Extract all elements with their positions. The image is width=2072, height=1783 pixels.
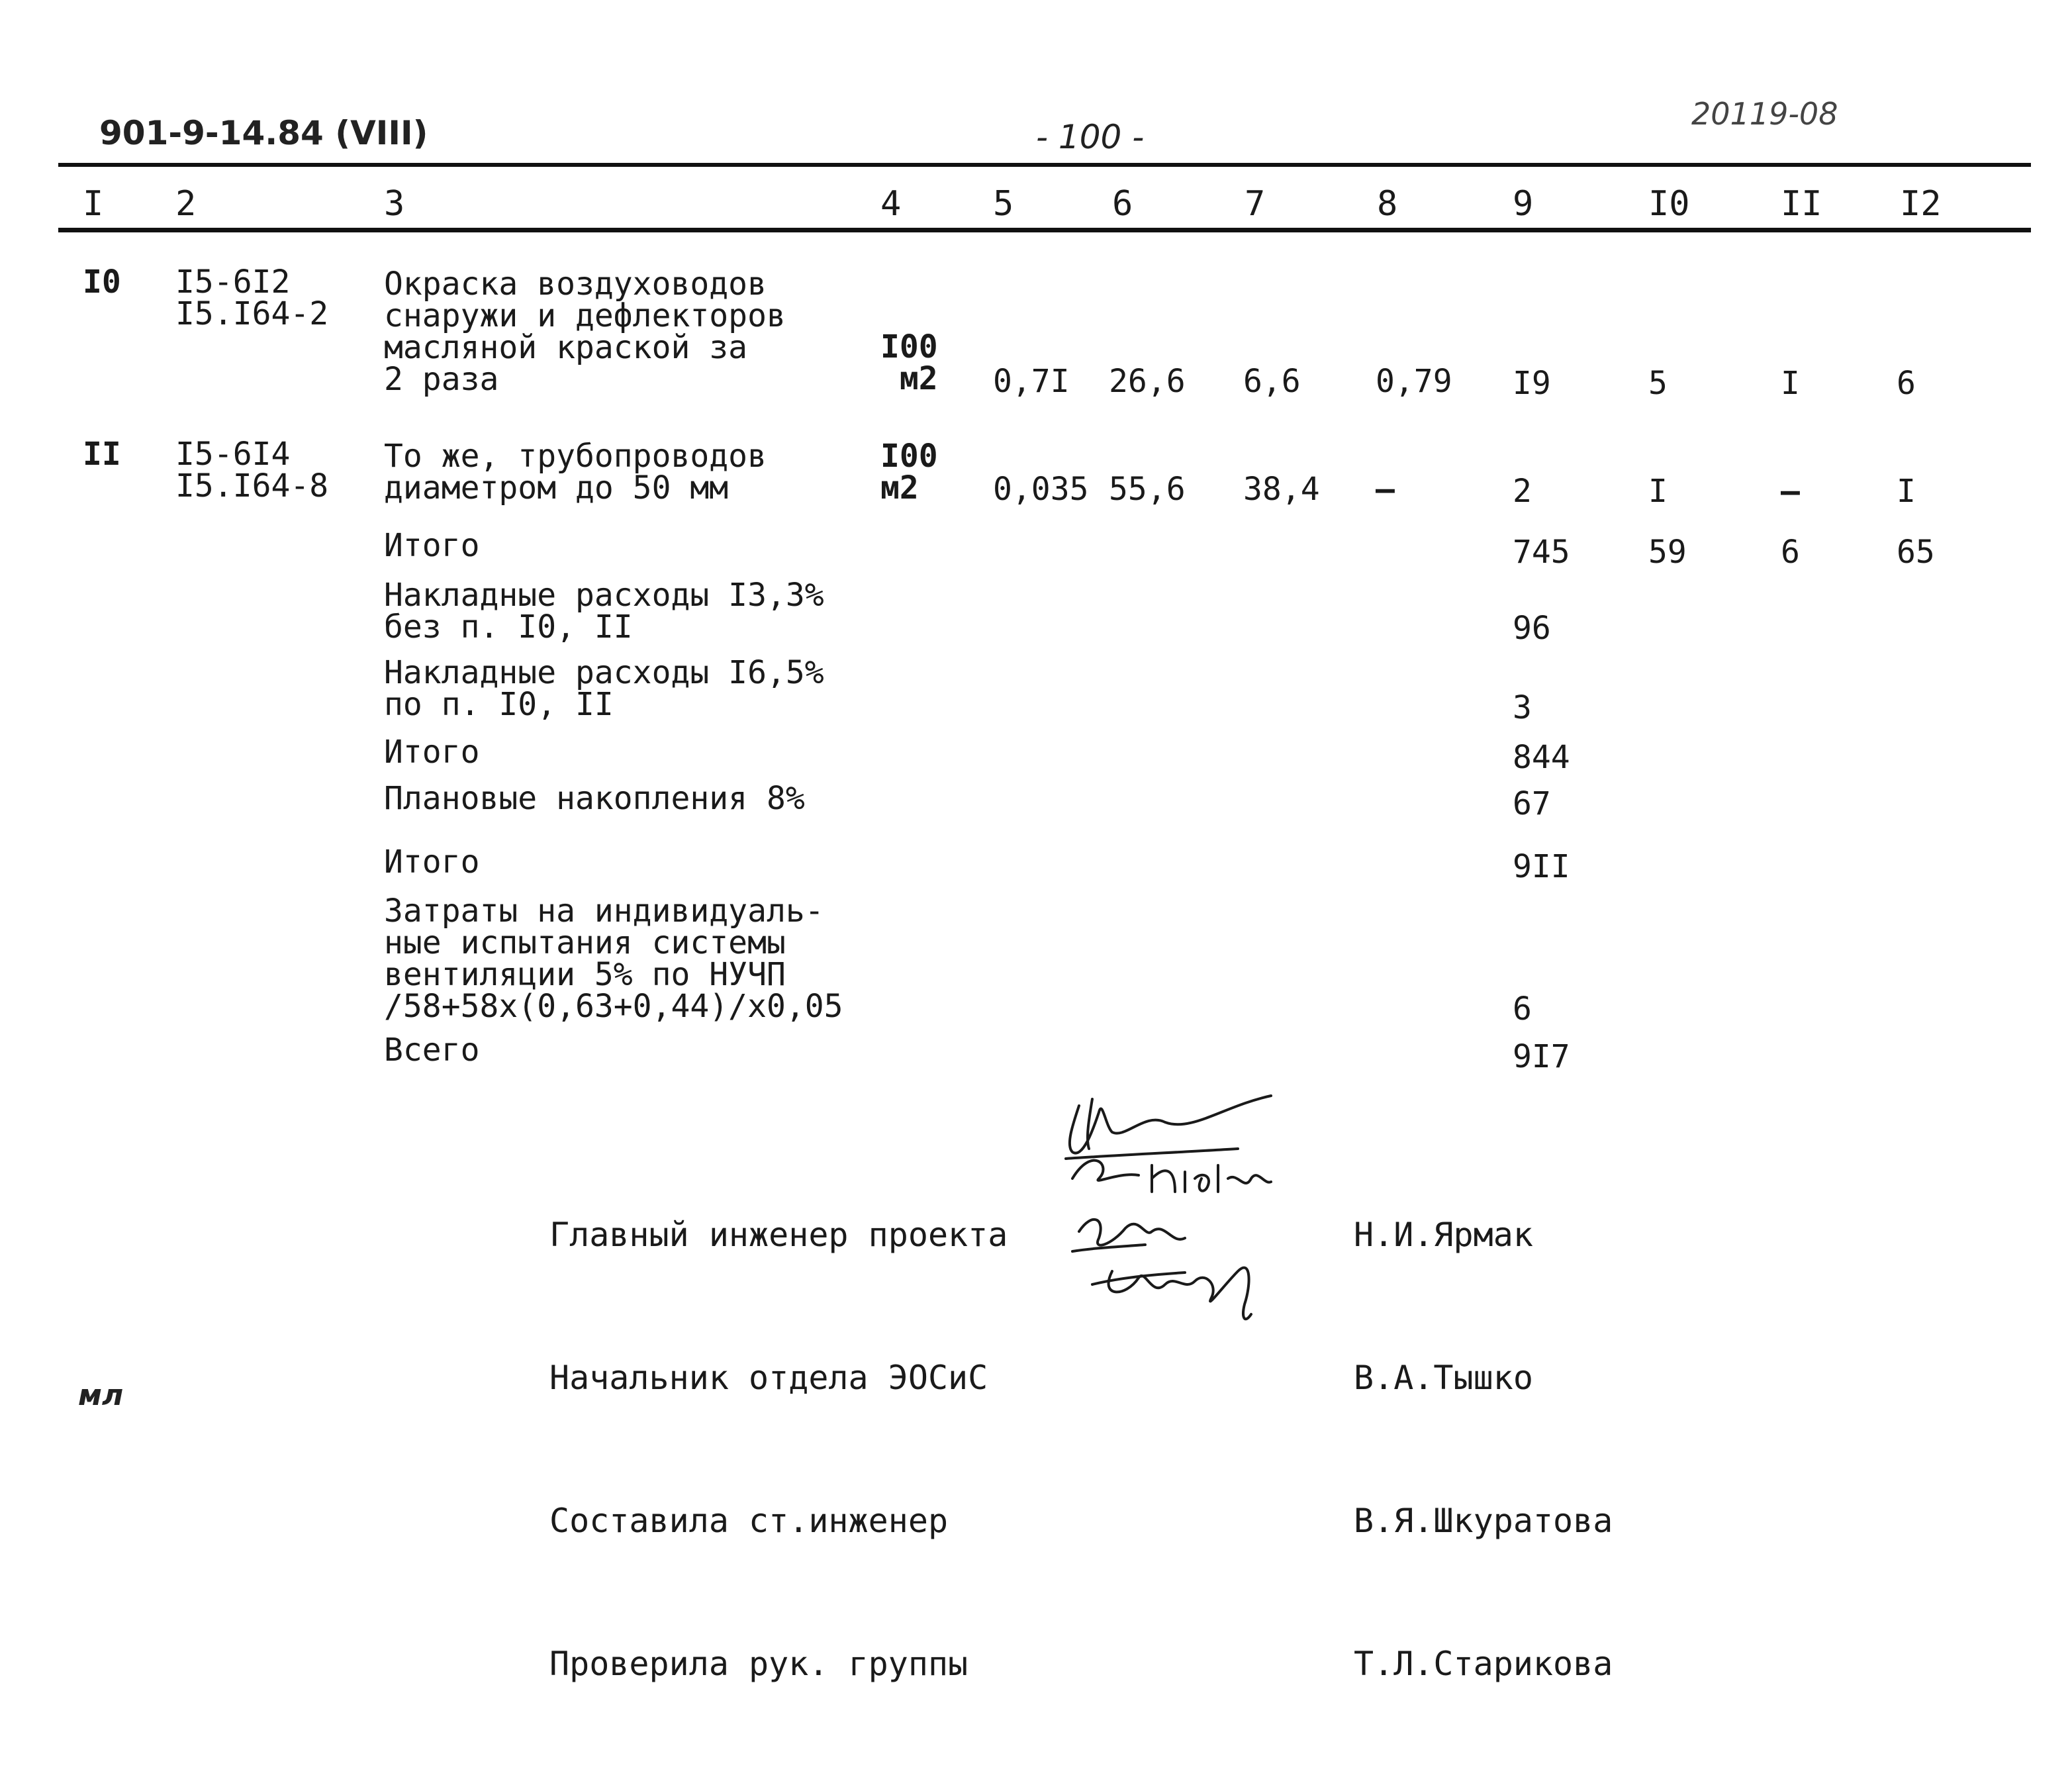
col-header-12: I2 <box>1900 184 1942 224</box>
col-header-7: 7 <box>1245 184 1266 224</box>
row-col6: 55,6 <box>1109 471 1186 508</box>
summary-label: Плановые накопления 8% <box>384 780 805 817</box>
row-unit: I00 м2 <box>880 438 938 506</box>
handwritten-signatures-icon <box>1053 1086 1317 1337</box>
col-header-9: 9 <box>1513 184 1534 224</box>
summary-col11: 6 <box>1781 534 1800 571</box>
row-number: II <box>83 436 121 473</box>
header-bottom-rule <box>58 228 2031 232</box>
summary-label: Итого <box>384 734 480 771</box>
summary-col10: 59 <box>1648 534 1687 571</box>
col-header-2: 2 <box>175 184 197 224</box>
signature-name: Т.Л.Старикова <box>1354 1645 1613 1683</box>
summary-label: Затраты на индивидуаль- ные испытания системы вентиляции 5% по НУЧП /58+58х(0,63+0,44)/х0,05 <box>384 892 843 1025</box>
signature-role: Проверила рук. группы <box>549 1645 968 1683</box>
row-col9: 2 <box>1513 473 1532 510</box>
row-col5: 0,035 <box>993 471 1089 508</box>
summary-col9: 9I7 <box>1513 1038 1570 1075</box>
summary-col9: 9II <box>1513 848 1570 885</box>
row-col11: I <box>1781 365 1800 402</box>
summary-label: Итого <box>384 843 480 881</box>
row-code: I5-6I2 I5.I64-2 <box>175 264 329 332</box>
header-top-rule <box>58 163 2031 167</box>
col-header-10: I0 <box>1648 184 1690 224</box>
row-unit: I00 м2 <box>880 328 938 397</box>
col-header-4: 4 <box>880 184 902 224</box>
summary-col9: 67 <box>1513 785 1551 822</box>
footer-mark: мл <box>78 1378 124 1412</box>
row-col10: I <box>1648 473 1668 510</box>
row-col12: 6 <box>1897 365 1916 402</box>
signature-name: В.А.Тышко <box>1354 1359 1533 1397</box>
row-col9: I9 <box>1513 365 1551 402</box>
summary-col9: 6 <box>1513 990 1532 1028</box>
page-number: - 100 - <box>1036 118 1145 156</box>
row-col11: – <box>1781 473 1800 510</box>
row-number: I0 <box>83 264 121 301</box>
row-col7: 38,4 <box>1243 471 1320 508</box>
summary-label: Итого <box>384 527 480 564</box>
summary-label: Всего <box>384 1032 480 1069</box>
summary-col12: 65 <box>1897 534 1935 571</box>
signature-name: В.Я.Шкуратова <box>1354 1502 1613 1540</box>
row-col8: – <box>1376 471 1395 508</box>
signature-name: Н.И.Ярмак <box>1354 1216 1533 1254</box>
summary-col9: 745 <box>1513 534 1570 571</box>
signature-names <box>1354 1116 1613 1783</box>
row-col7: 6,6 <box>1243 363 1301 400</box>
signature-role: Главный инженер проекта <box>549 1216 1008 1254</box>
row-col8: 0,79 <box>1376 363 1452 400</box>
stamp-code: 20119-08 <box>1691 96 1838 132</box>
row-col5: 0,7I <box>993 363 1070 400</box>
signature-role: Составила ст.инженер <box>549 1502 949 1540</box>
summary-label: Накладные расходы I3,3% без п. I0, II <box>384 577 824 646</box>
row-description: Окраска воздуховодов снаружи и дефлекторов масляной краской за 2 раза <box>384 265 786 398</box>
summary-label: Накладные расходы I6,5% по п. I0, II <box>384 654 824 723</box>
col-header-5: 5 <box>993 184 1014 224</box>
row-code: I5-6I4 I5.I64-8 <box>175 436 329 505</box>
document-code: 901-9-14.84 (VIII) <box>99 114 428 152</box>
row-col12: I <box>1897 473 1916 510</box>
col-header-3: 3 <box>384 184 405 224</box>
col-header-11: II <box>1781 184 1822 224</box>
summary-col9: 3 <box>1513 689 1532 726</box>
col-header-1: I <box>83 184 104 224</box>
col-header-6: 6 <box>1112 184 1133 224</box>
summary-col9: 844 <box>1513 739 1570 776</box>
summary-col9: 96 <box>1513 610 1551 647</box>
row-col10: 5 <box>1648 365 1668 402</box>
signature-roles <box>549 1116 1008 1783</box>
signature-role: Начальник отдела ЭОСиС <box>549 1359 988 1397</box>
col-header-8: 8 <box>1377 184 1398 224</box>
row-description: То же, трубопроводов диаметром до 50 мм <box>384 438 767 506</box>
row-col6: 26,6 <box>1109 363 1186 400</box>
